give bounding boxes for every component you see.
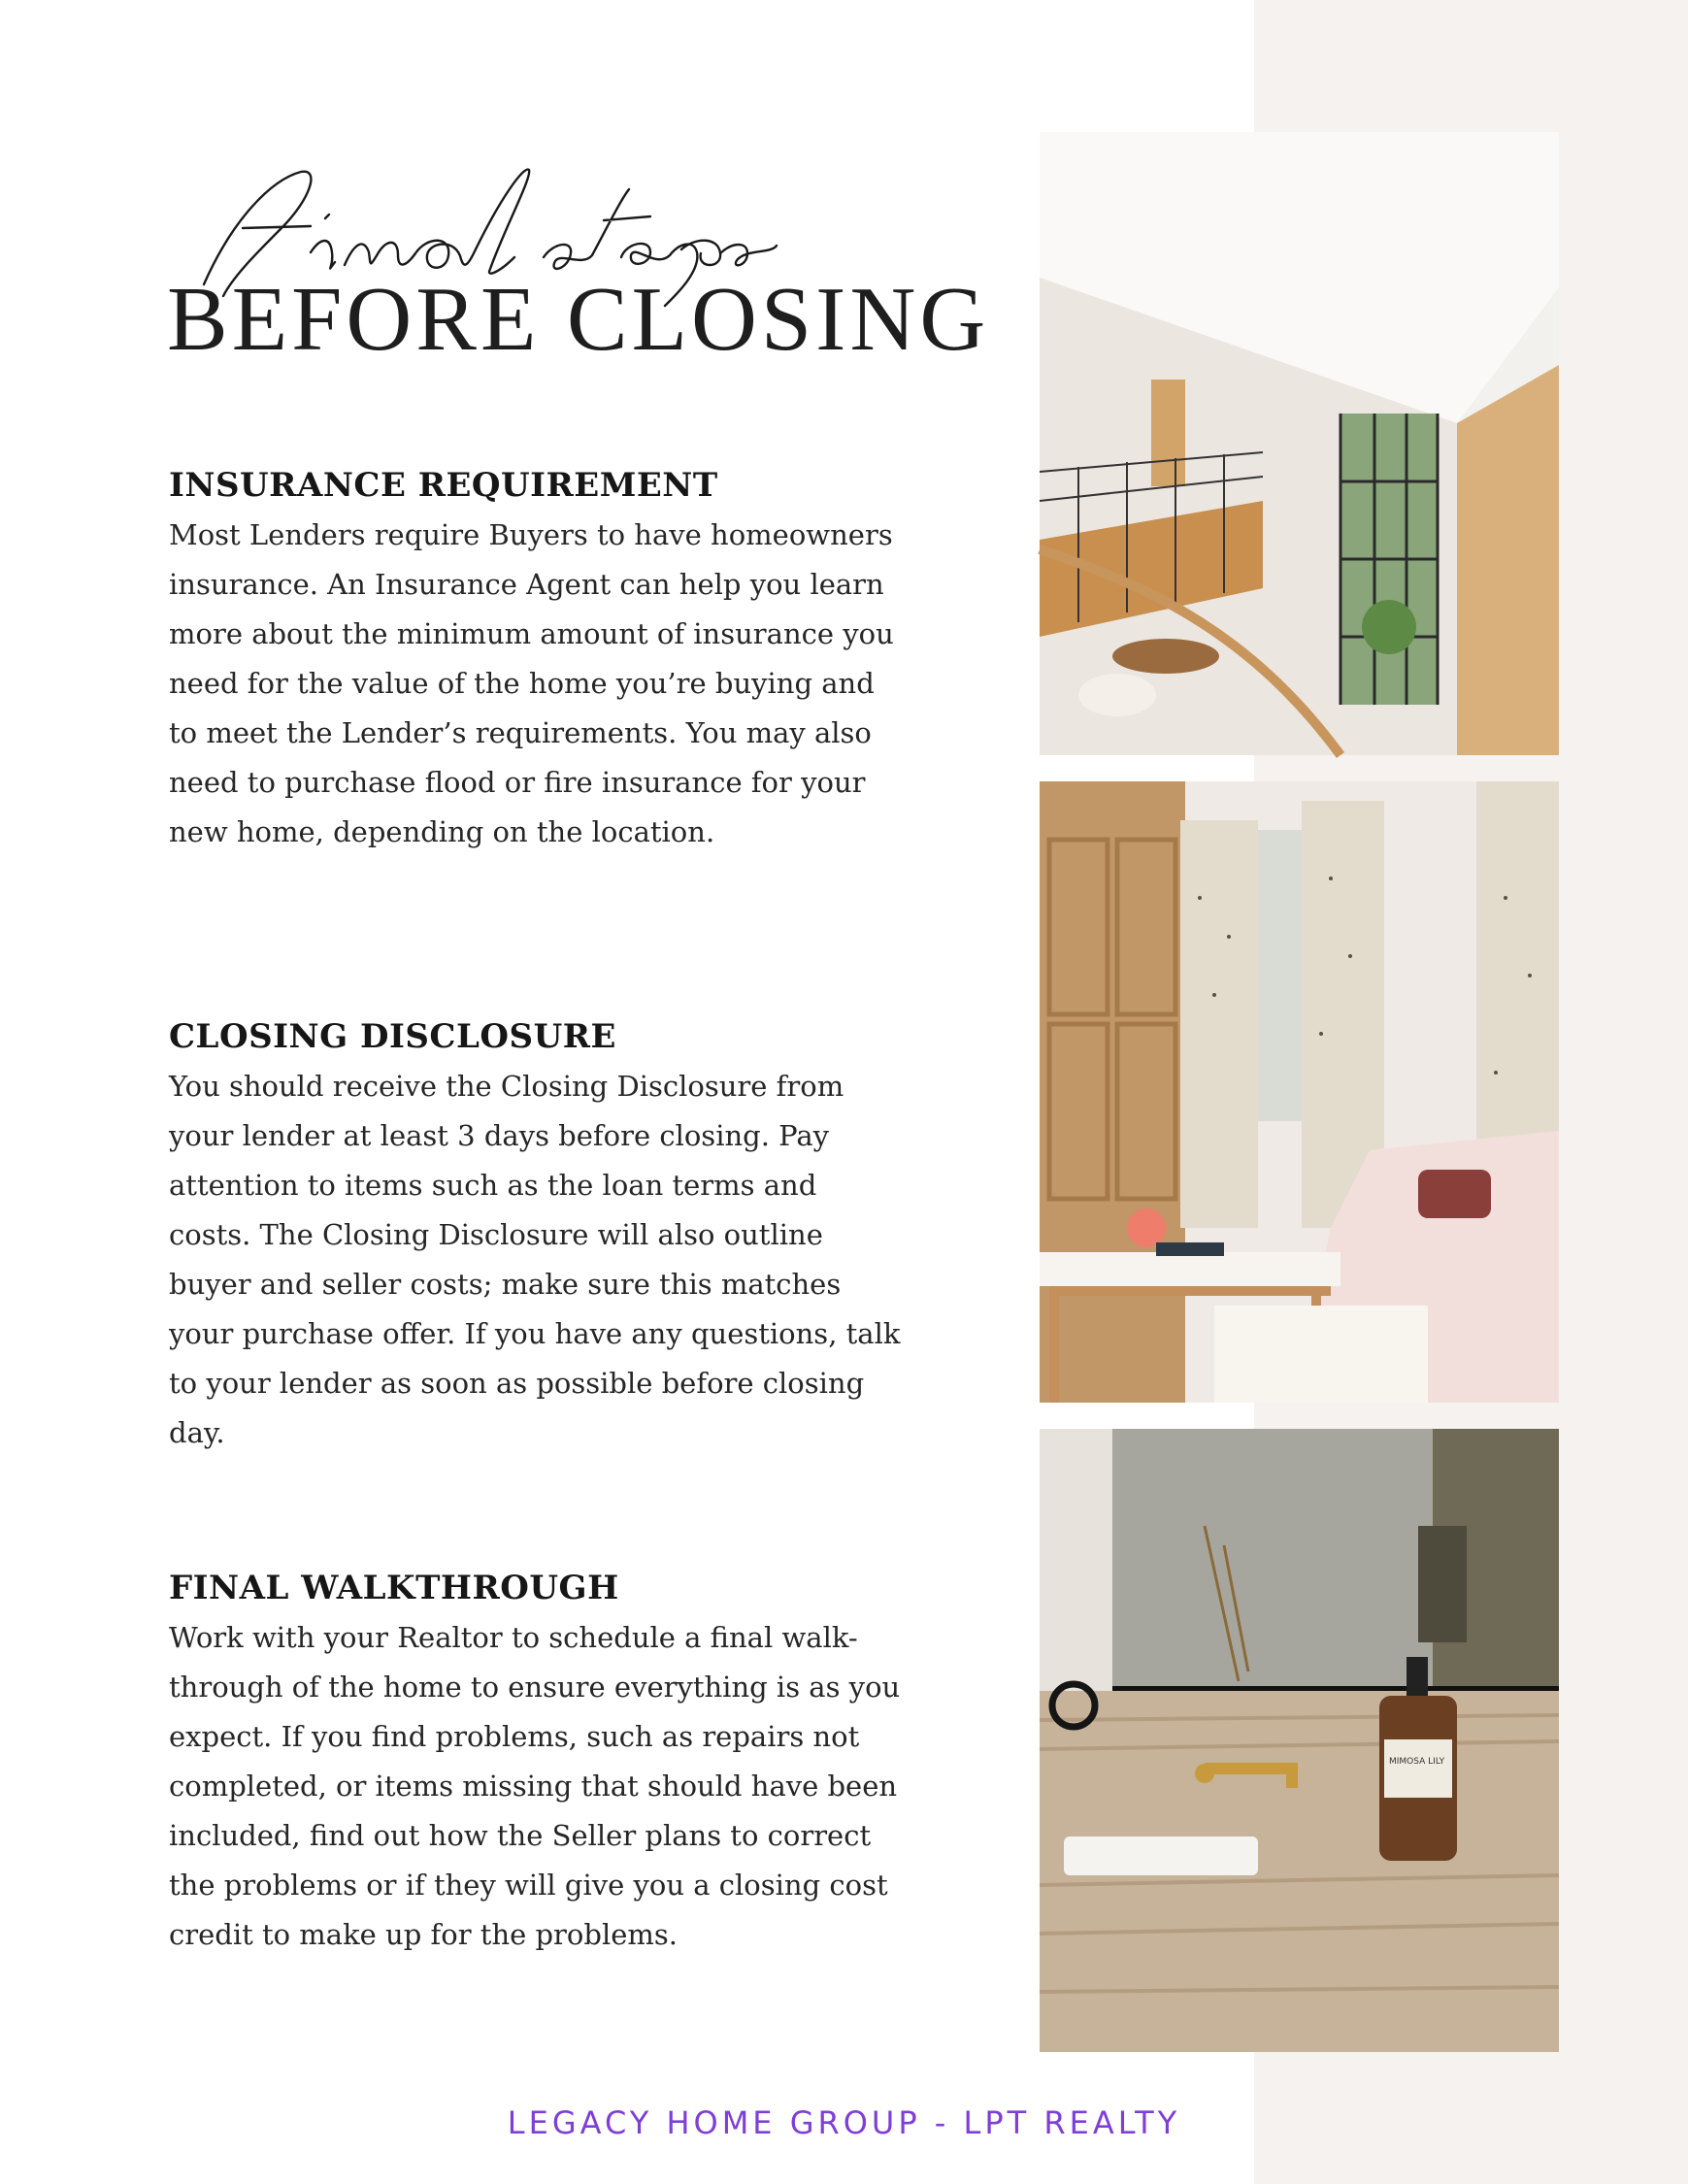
page-title: BEFORE CLOSING bbox=[167, 269, 990, 370]
section-heading: CLOSING DISCLOSURE bbox=[169, 1017, 616, 1056]
living-room-photo bbox=[1040, 781, 1559, 1403]
section-body: Work with your Realtor to schedule a final walk-through of the home to ensure everything is as you expect. If you find problems, such as repairs not completed, or items missing that should have been included, find out how the Seller plans to correct the problems or if they will give you a closing cost credit to make up for the problems. bbox=[169, 1621, 901, 1951]
bathroom-vanity-photo bbox=[1040, 1429, 1559, 2052]
section-body: You should receive the Closing Disclosure from your lender at least 3 days before closing. Pay attention to items such as the loan terms and costs. The Closing Disclosure will also outline buyer and seller costs; make sure this matches your purchase offer. If you have any questions, talk to your lender as soon as possible before closing day. bbox=[169, 1070, 901, 1449]
section-heading: FINAL WALKTHROUGH bbox=[169, 1569, 619, 1607]
script-title-text: final steps bbox=[165, 146, 247, 164]
footer-brand: LEGACY HOME GROUP - LPT REALTY bbox=[507, 2104, 1181, 2141]
section-final-walkthrough bbox=[169, 1569, 907, 1960]
section-insurance bbox=[169, 466, 907, 857]
soap-label: MIMOSA LILY bbox=[1389, 1757, 1445, 1767]
section-closing-disclosure bbox=[169, 1017, 907, 1458]
section-body: Most Lenders require Buyers to have homeowners insurance. An Insurance Agent can help you learn more about the minimum amount of insurance you need for the value of the home you’re buying and to meet the Lender’s requirements. You may also need to purchase flood or fire insurance for your new home, depending on the location. bbox=[169, 518, 894, 848]
section-heading: INSURANCE REQUIREMENT bbox=[169, 466, 718, 505]
interior-staircase-photo bbox=[1040, 132, 1559, 755]
